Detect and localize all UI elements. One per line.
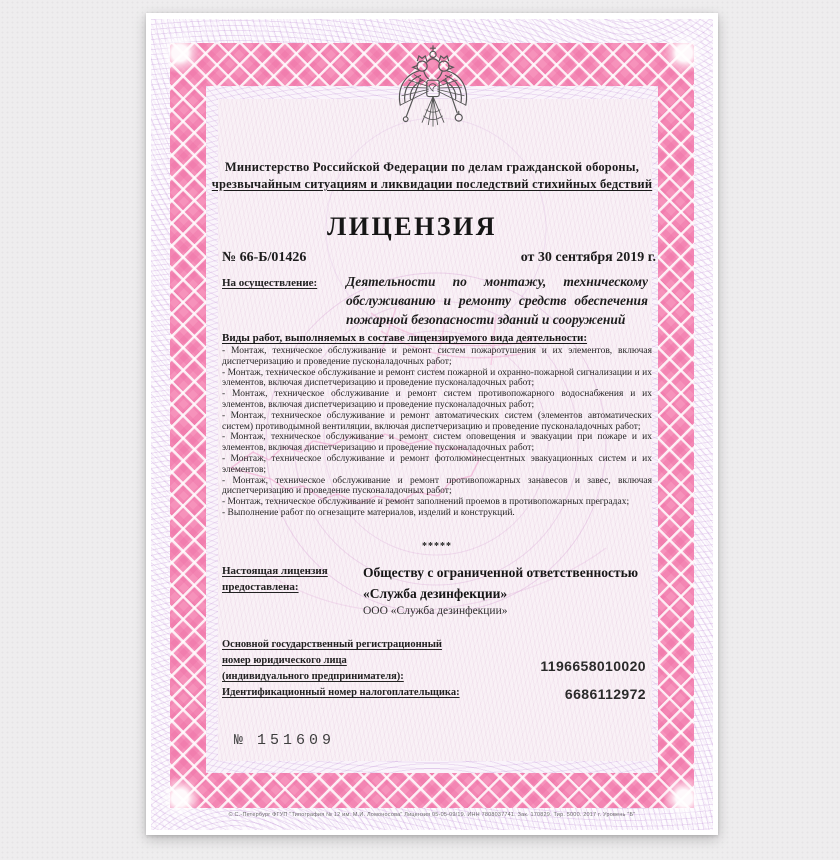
- grantee-name-line2: «Служба дезинфекции»: [363, 586, 508, 601]
- document-title: ЛИЦЕНЗИЯ: [326, 212, 498, 241]
- license-number: № 66-Б/01426: [222, 250, 307, 265]
- ogrn-value: 1196658010020: [540, 658, 646, 674]
- double-headed-eagle-icon: [394, 43, 472, 147]
- document-content: [146, 13, 718, 835]
- serial-digits: 151609: [257, 732, 336, 749]
- works-list: [222, 346, 652, 519]
- work-item: - Монтаж, техническое обслуживание и ремонт систем противопожарного водоснабжения и их элементов, включая диспетчеризацию и проведение пусконаладочных работ;: [222, 389, 652, 410]
- inn-value: 6686112972: [564, 686, 646, 702]
- work-item: - Монтаж, техническое обслуживание и ремонт систем пожарной и охранно-пожарной сигнализации и их элементов, включая диспетчеризацию и проведение пусконаладочных работ;: [222, 367, 652, 389]
- works-heading: Виды работ, выполняемых в составе лицензируемого вида деятельности:: [222, 332, 587, 344]
- grantee-label: [222, 563, 328, 595]
- work-item: - Монтаж, техническое обслуживание и ремонт систем пожаротушения и их элементов, включая диспетчеризацию и проведение пусконаладочных работ;: [222, 346, 652, 367]
- grantee-label-line1: Настоящая лицензия: [222, 565, 328, 577]
- license-number-row: [222, 250, 656, 266]
- form-serial-number: [234, 732, 335, 749]
- ogrn-label-line3: (индивидуального предпринимателя):: [222, 671, 404, 682]
- activity-label: На осуществление:: [222, 277, 318, 289]
- ogrn-label-line1: Основной государственный регистрационный: [222, 639, 442, 650]
- work-item: - Монтаж, техническое обслуживание и ремонт заполнений проемов в противопожарных преградах;: [222, 497, 630, 508]
- ogrn-label-line2: номер юридического лица: [222, 655, 347, 666]
- asterisk-separator: *****: [422, 541, 452, 552]
- work-item: - Выполнение работ по огнезащите материалов, изделий и конструкций.: [222, 507, 515, 518]
- license-date: от 30 сентября 2019 г.: [520, 250, 656, 265]
- work-item: - Монтаж, техническое обслуживание и ремонт систем оповещения и эвакуации при пожаре и их элементов, включая диспетчеризацию и проведение пусконаладочных работ;: [222, 432, 652, 454]
- printer-imprint-line: © С.-Петербург ФГУП "Типография № 12 им. М.И. Ломоносова" Лицензия 05-05-09/19. ИНН 7808037741. Зак. 170829. Тир. 5000. 2017 г. Уровень "Б": [228, 812, 636, 818]
- ministry-header-line2: чрезвычайным ситуациям и ликвидации последствий стихийных бедствий: [211, 177, 653, 191]
- inn-label: Идентификационный номер налогоплательщика:: [222, 687, 460, 698]
- license-document: [146, 13, 718, 835]
- activity-description: Деятельности по монтажу, техническому обслуживанию и ремонту средств обеспечения пожарной безопасности зданий и сооружений: [346, 274, 648, 327]
- ministry-header: [201, 159, 663, 193]
- work-item: - Монтаж, техническое обслуживание и ремонт фотолюминесцентных эвакуационных систем и их элементов;: [222, 453, 652, 475]
- number-sign: №: [234, 732, 244, 749]
- grantee-short-name: ООО «Служба дезинфекции»: [363, 605, 508, 617]
- work-item: - Монтаж, техническое обслуживание и ремонт противопожарных занавесов и завес, включая диспетчеризацию и проведение пусконаладочных работ;: [222, 475, 652, 497]
- work-item: - Монтаж, техническое обслуживание и ремонт автоматических систем (элементов автоматических систем) противодымной вентиляции, включая диспетчеризацию и проведение пусконаладочных работ;: [222, 410, 652, 432]
- grantee-label-line2: предоставлена:: [222, 581, 299, 593]
- ministry-header-line1: Министерство Российской Федерации по делам гражданской обороны,: [224, 160, 640, 174]
- grantee-name: [363, 562, 663, 604]
- grantee-name-line1: Обществу с ограниченной ответственностью: [363, 565, 639, 580]
- ogrn-label: [222, 637, 442, 685]
